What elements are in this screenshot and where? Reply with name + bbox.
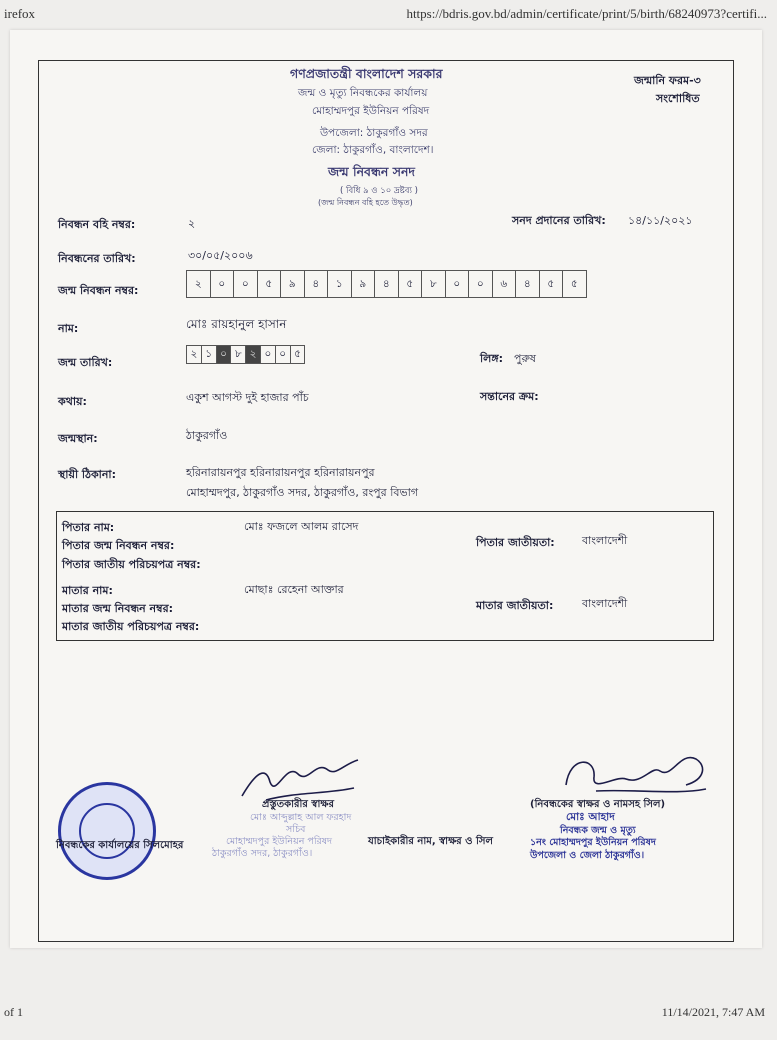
registration-digit: ০ — [469, 271, 493, 297]
issue-date-label: সনদ প্রদানের তারিখ: — [512, 214, 606, 227]
registration-digit: ৫ — [258, 271, 282, 297]
office-seal — [58, 782, 156, 880]
revised-label: সংশোধিত — [656, 92, 700, 105]
print-timestamp: 11/14/2021, 7:47 AM — [661, 1005, 765, 1019]
preparer-label: প্রস্তুতকারীর স্বাক্ষর — [262, 799, 334, 810]
child-order-label: সন্তানের ক্রম: — [480, 390, 539, 403]
mother-reg-label: মাতার জন্ম নিবন্ধন নম্বর: — [62, 602, 174, 615]
registrar-label: (নিবন্ধকের স্বাক্ষর ও নামসহ সিল) — [530, 799, 666, 810]
dob-digit: ০ — [276, 346, 291, 363]
dob-words-label: কথায়: — [58, 395, 87, 408]
address-line1: হরিনারায়নপুর হরিনারায়নপুর হরিনারায়নপুর — [186, 466, 375, 479]
dob-digit: ২ — [187, 346, 202, 363]
verifier-label: যাচাইকারীর নাম, স্বাক্ষর ও সিল — [368, 836, 493, 847]
dob-boxes — [186, 345, 305, 364]
registrar-org: ১নং মোহাম্মদপুর ইউনিয়ন পরিষদ — [530, 837, 656, 848]
certificate-title: জন্ম নিবন্ধন সনদ — [328, 164, 415, 179]
registration-digit: ৯ — [281, 271, 305, 297]
name-value: মোঃ রায়হানুল হাসান — [186, 317, 287, 331]
dob-words-value: একুশ আগস্ট দুই হাজার পাঁচ — [186, 391, 309, 404]
father-nid-label: পিতার জাতীয় পরিচয়পত্র নম্বর: — [62, 558, 201, 571]
dob-digit: ০ — [261, 346, 276, 363]
registration-digit: ০ — [234, 271, 258, 297]
registrar-location: উপজেলা ও জেলা ঠাকুরগাঁও। — [530, 850, 645, 861]
dob-digit: ১ — [202, 346, 217, 363]
union-name: মোহাম্মদপুর ইউনিয়ন পরিষদ — [312, 105, 430, 117]
registration-digit: ০ — [446, 271, 470, 297]
dob-label: জন্ম তারিখ: — [58, 356, 113, 369]
district-name: জেলা: ঠাকুরগাঁও, বাংলাদেশ। — [312, 144, 434, 156]
registration-digit: ২ — [187, 271, 211, 297]
registration-digit: ৪ — [516, 271, 540, 297]
upazila-name: উপজেলা: ঠাকুরগাঁও সদর — [320, 127, 428, 139]
registrar-title: নিবন্ধক জন্ম ও মৃত্যু — [560, 825, 636, 836]
registration-digit: ৫ — [570, 278, 578, 290]
birthplace-label: জন্মস্থান: — [58, 432, 98, 445]
mother-nid-label: মাতার জাতীয় পরিচয়পত্র নম্বর: — [62, 620, 200, 633]
registration-digit: ৯ — [352, 271, 376, 297]
dob-digit: ০ — [217, 346, 232, 363]
dob-digit: ৫ — [294, 348, 301, 360]
registration-digit: ৫ — [540, 271, 564, 297]
rule-reference: ( বিধি ৯ ও ১০ দ্রষ্টব্য ) — [340, 186, 418, 196]
father-name-label: পিতার নাম: — [62, 521, 115, 534]
seal-label: নিবন্ধকের কার্যালয়ের সিলমোহর — [56, 840, 184, 851]
registration-digit: ১ — [328, 271, 352, 297]
preparer-org: মোহাম্মদপুর ইউনিয়ন পরিষদ — [226, 836, 333, 847]
registration-digit: ৬ — [493, 271, 517, 297]
register-book-label: নিবন্ধন বহি নম্বর: — [58, 218, 136, 231]
registration-digit: ০ — [211, 271, 235, 297]
name-label: নাম: — [58, 322, 79, 335]
browser-title-fragment: irefox — [4, 6, 36, 21]
dob-digit: ৮ — [231, 346, 246, 363]
rule-subtitle: (জন্ম নিবন্ধন বহি হতে উদ্ধৃত) — [318, 198, 413, 207]
dob-digit: ২ — [246, 346, 261, 363]
gender-label: লিঙ্গ: — [480, 352, 504, 365]
preparer-title: সচিব — [286, 824, 306, 835]
father-reg-label: পিতার জন্ম নিবন্ধন নম্বর: — [62, 539, 175, 552]
form-number: জন্মানি ফরম-৩ — [634, 74, 701, 87]
mother-name-label: মাতার নাম: — [62, 584, 113, 597]
father-nationality-value: বাংলাদেশী — [582, 534, 628, 547]
birthplace-value: ঠাকুরগাঁও — [186, 429, 228, 442]
address-label: স্থায়ী ঠিকানা: — [58, 468, 116, 481]
mother-nationality-label: মাতার জাতীয়তা: — [476, 599, 554, 612]
mother-name-value: মোছাঃ রেহেনা আক্তার — [244, 583, 344, 596]
gender-value: পুরুষ — [514, 352, 536, 365]
registration-digit: ৮ — [422, 271, 446, 297]
register-book-value: ২ — [188, 217, 196, 230]
father-nationality-label: পিতার জাতীয়তা: — [476, 536, 555, 549]
registration-digit: ৪ — [375, 271, 399, 297]
registration-digit: ৪ — [305, 271, 329, 297]
address-line2: মোহাম্মদপুর, ঠাকুরগাঁও সদর, ঠাকুরগাঁও, রংপুর বিভাগ — [186, 486, 419, 499]
father-name-value: মোঃ ফজলে আলম রাসেদ — [244, 520, 359, 533]
registrar-name: মোঃ আহাদ — [566, 811, 615, 823]
registration-number-label: জন্ম নিবন্ধন নম্বর: — [58, 284, 139, 297]
office-name: জন্ম ও মৃত্যু নিবন্ধকের কার্যালয় — [298, 87, 428, 99]
registrar-signature — [556, 745, 716, 805]
print-url: https://bdris.gov.bd/admin/certificate/print/5/birth/68240973?certifi... — [406, 6, 767, 21]
gov-name: গণপ্রজাতন্ত্রী বাংলাদেশ সরকার — [290, 66, 443, 81]
preparer-name: মোঃ আব্দুল্লাহ আল ফরহাদ — [250, 812, 352, 823]
issue-date-value: ১৪/১১/২০২১ — [628, 214, 693, 227]
mother-nationality-value: বাংলাদেশী — [582, 597, 628, 610]
registration-number-boxes — [186, 270, 587, 298]
preparer-location: ঠাকুরগাঁও সদর, ঠাকুরগাঁও। — [212, 848, 313, 859]
registration-digit: ৫ — [399, 271, 423, 297]
registration-date-label: নিবন্ধনের তারিখ: — [58, 252, 136, 265]
registration-date-value: ৩০/০৫/২০০৬ — [188, 249, 253, 262]
page-count: of 1 — [4, 1005, 23, 1019]
